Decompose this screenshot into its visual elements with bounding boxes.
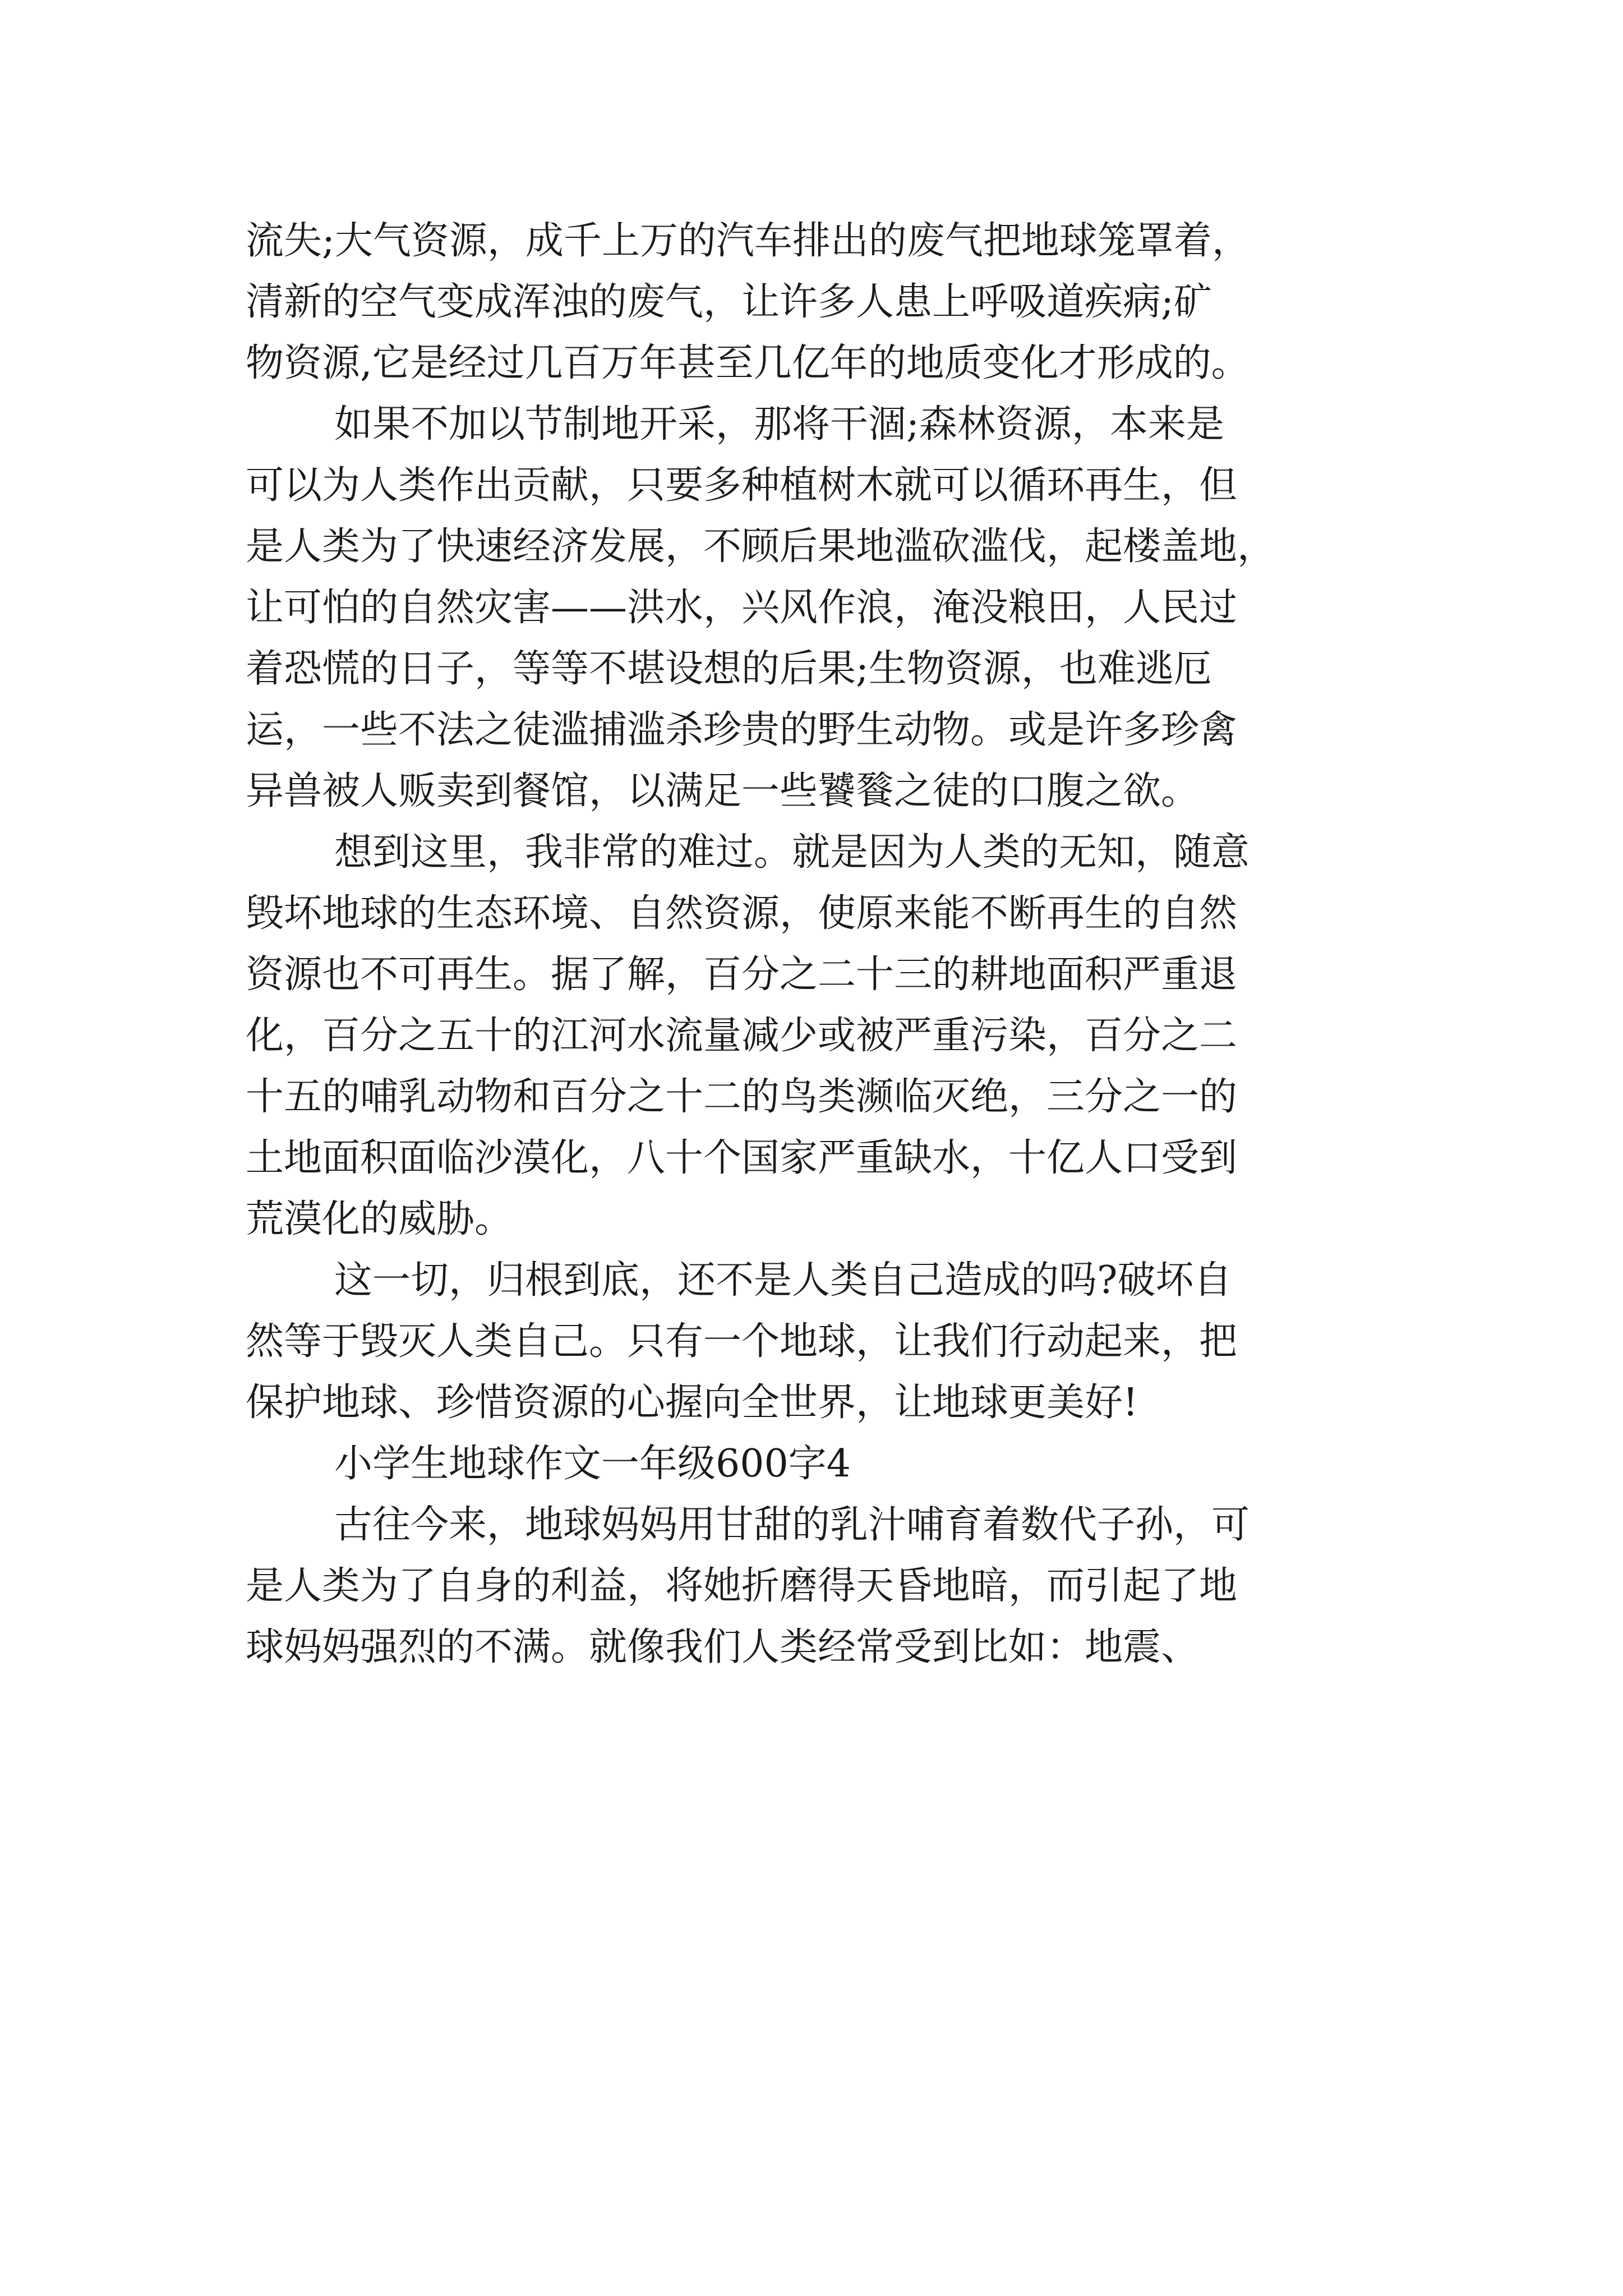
text-line: 可以为人类作出贡献，只要多种植树木就可以循环再生，但: [246, 463, 1238, 508]
text-line: 土地面积面临沙漠化，八十个国家严重缺水，十亿人口受到: [246, 1136, 1238, 1180]
text-line: 球妈妈强烈的不满。就像我们人类经常受到比如：地震、: [246, 1625, 1200, 1669]
text-line: 毁坏地球的生态环境、自然资源，使原来能不断再生的自然: [246, 891, 1238, 936]
text-line: 是人类为了快速经济发展，不顾后果地滥砍滥伐，起楼盖地，: [246, 524, 1276, 569]
paragraph-start-line: 如果不加以节制地开采，那将干涸;森林资源，本来是: [334, 402, 1224, 447]
document-body: [246, 210, 1401, 1678]
text-line: 着恐慌的日子，等等不堪设想的后果;生物资源，也难逃厄: [246, 647, 1212, 691]
paragraph-start-line: 这一切，归根到底，还不是人类自己造成的吗?破坏自: [334, 1258, 1232, 1303]
text-line: 十五的哺乳动物和百分之十二的鸟类濒临灭绝，三分之一的: [246, 1075, 1238, 1119]
text-line: 清新的空气变成浑浊的废气，让许多人患上呼吸道疾病;矿: [246, 280, 1212, 324]
text-line: 化，百分之五十的江河水流量减少或被严重污染，百分之二: [246, 1014, 1238, 1058]
text-line: 资源也不可再生。据了解，百分之二十三的耕地面积严重退: [246, 953, 1238, 997]
text-line: 让可怕的自然灾害——洪水，兴风作浪，淹没粮田，人民过: [246, 586, 1238, 630]
paragraph-start-line: 古往今来，地球妈妈用甘甜的乳汁哺育着数代子孙，可: [334, 1503, 1250, 1547]
text-line: 荒漠化的威胁。: [246, 1197, 513, 1241]
paragraph-start-line: 想到这里，我非常的难过。就是因为人类的无知，随意: [334, 830, 1250, 875]
text-line: 保护地球、珍惜资源的心握向全世界，让地球更美好!: [246, 1381, 1138, 1425]
section-heading: 小学生地球作文一年级600字4: [334, 1442, 851, 1486]
text-line: 流失;大气资源，成千上万的汽车排出的废气把地球笼罩着，: [246, 219, 1250, 263]
text-line: 然等于毁灭人类自己。只有一个地球，让我们行动起来，把: [246, 1319, 1238, 1364]
text-line: 异兽被人贩卖到餐馆，以满足一些饕餮之徒的口腹之欲。: [246, 769, 1200, 813]
text-line: 物资源,它是经过几百万年甚至几亿年的地质变化才形成的。: [246, 341, 1249, 385]
text-line: 是人类为了自身的利益，将她折磨得天昏地暗，而引起了地: [246, 1564, 1238, 1608]
text-line: 运，一些不法之徒滥捕滥杀珍贵的野生动物。或是许多珍禽: [246, 708, 1238, 752]
